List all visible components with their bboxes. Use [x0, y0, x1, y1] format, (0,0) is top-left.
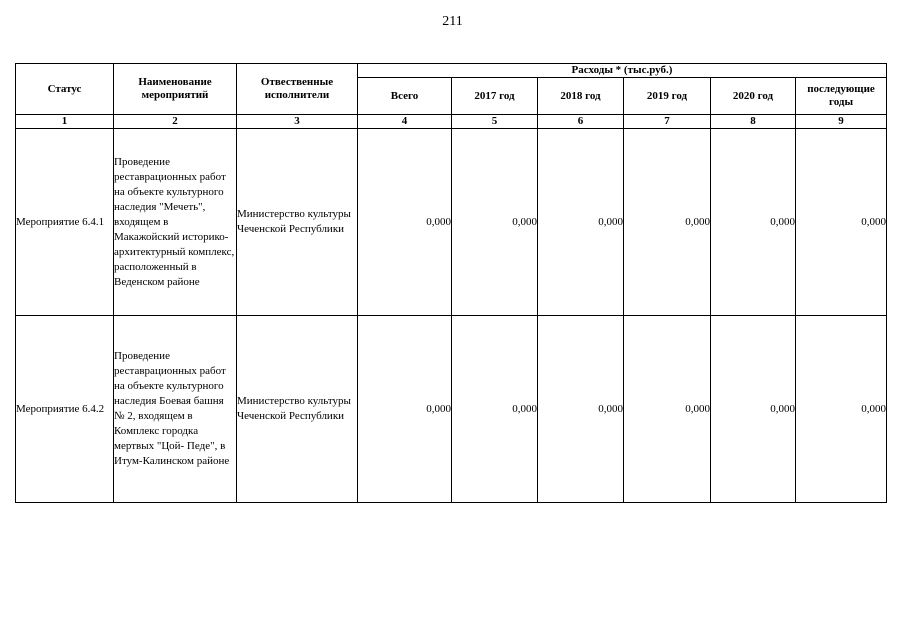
header-year-2020: 2020 год: [711, 78, 796, 115]
column-number: 7: [624, 115, 711, 129]
row-value-total: 0,000: [358, 316, 452, 503]
table-row: [16, 316, 887, 503]
header-year-2019: 2019 год: [624, 78, 711, 115]
column-number: 9: [796, 115, 887, 129]
page-number: 211: [442, 14, 463, 29]
column-number: 4: [358, 115, 452, 129]
column-number: 6: [538, 115, 624, 129]
table-row: [16, 129, 887, 316]
header-expenses-group: Расходы * (тыс.руб.): [358, 64, 887, 78]
header-total: Всего: [358, 78, 452, 115]
row-executor-text: Министерство культуры Чеченской Республики: [237, 208, 351, 235]
column-number: 5: [452, 115, 538, 129]
row-status: Мероприятие 6.4.1: [16, 129, 114, 316]
header-status: Статус: [16, 64, 114, 115]
row-value-2018: 0,000: [538, 129, 624, 316]
row-value-2017: 0,000: [452, 129, 538, 316]
row-value-later: 0,000: [796, 316, 887, 503]
row-value-later: 0,000: [796, 129, 887, 316]
row-value-2019: 0,000: [624, 316, 711, 503]
row-activity-name-text: Проведение реставрационных работ на объекте культурного наследия Боевая башня № 2, входящем в Комплекс городка мертвых "Цой- Педе", в Итум-Калинском районе: [114, 350, 230, 467]
row-value-total: 0,000: [358, 129, 452, 316]
header-executors: Отвественные исполнители: [237, 64, 358, 115]
row-value-2018: 0,000: [538, 316, 624, 503]
row-activity-name: [114, 316, 237, 503]
column-number: 8: [711, 115, 796, 129]
row-value-2020: 0,000: [711, 316, 796, 503]
row-activity-name: [114, 129, 237, 316]
row-status: Мероприятие 6.4.2: [16, 316, 114, 503]
header-name: Наименование мероприятий: [114, 64, 237, 115]
column-number: 2: [114, 115, 237, 129]
row-executor: [237, 129, 358, 316]
row-value-2019: 0,000: [624, 129, 711, 316]
row-value-2020: 0,000: [711, 129, 796, 316]
row-executor: [237, 316, 358, 503]
header-year-2018: 2018 год: [538, 78, 624, 115]
header-later-years: последующие годы: [796, 78, 887, 115]
column-number: 3: [237, 115, 358, 129]
expenses-table: [15, 63, 887, 503]
row-value-2017: 0,000: [452, 316, 538, 503]
row-executor-text: Министерство культуры Чеченской Республики: [237, 395, 351, 422]
header-year-2017: 2017 год: [452, 78, 538, 115]
row-activity-name-text: Проведение реставрационных работ на объекте культурного наследия "Мечеть", входящем в Макажойский историко-архитектурный комплекс, расположенный в Веденском районе: [114, 155, 235, 288]
column-number: 1: [16, 115, 114, 129]
